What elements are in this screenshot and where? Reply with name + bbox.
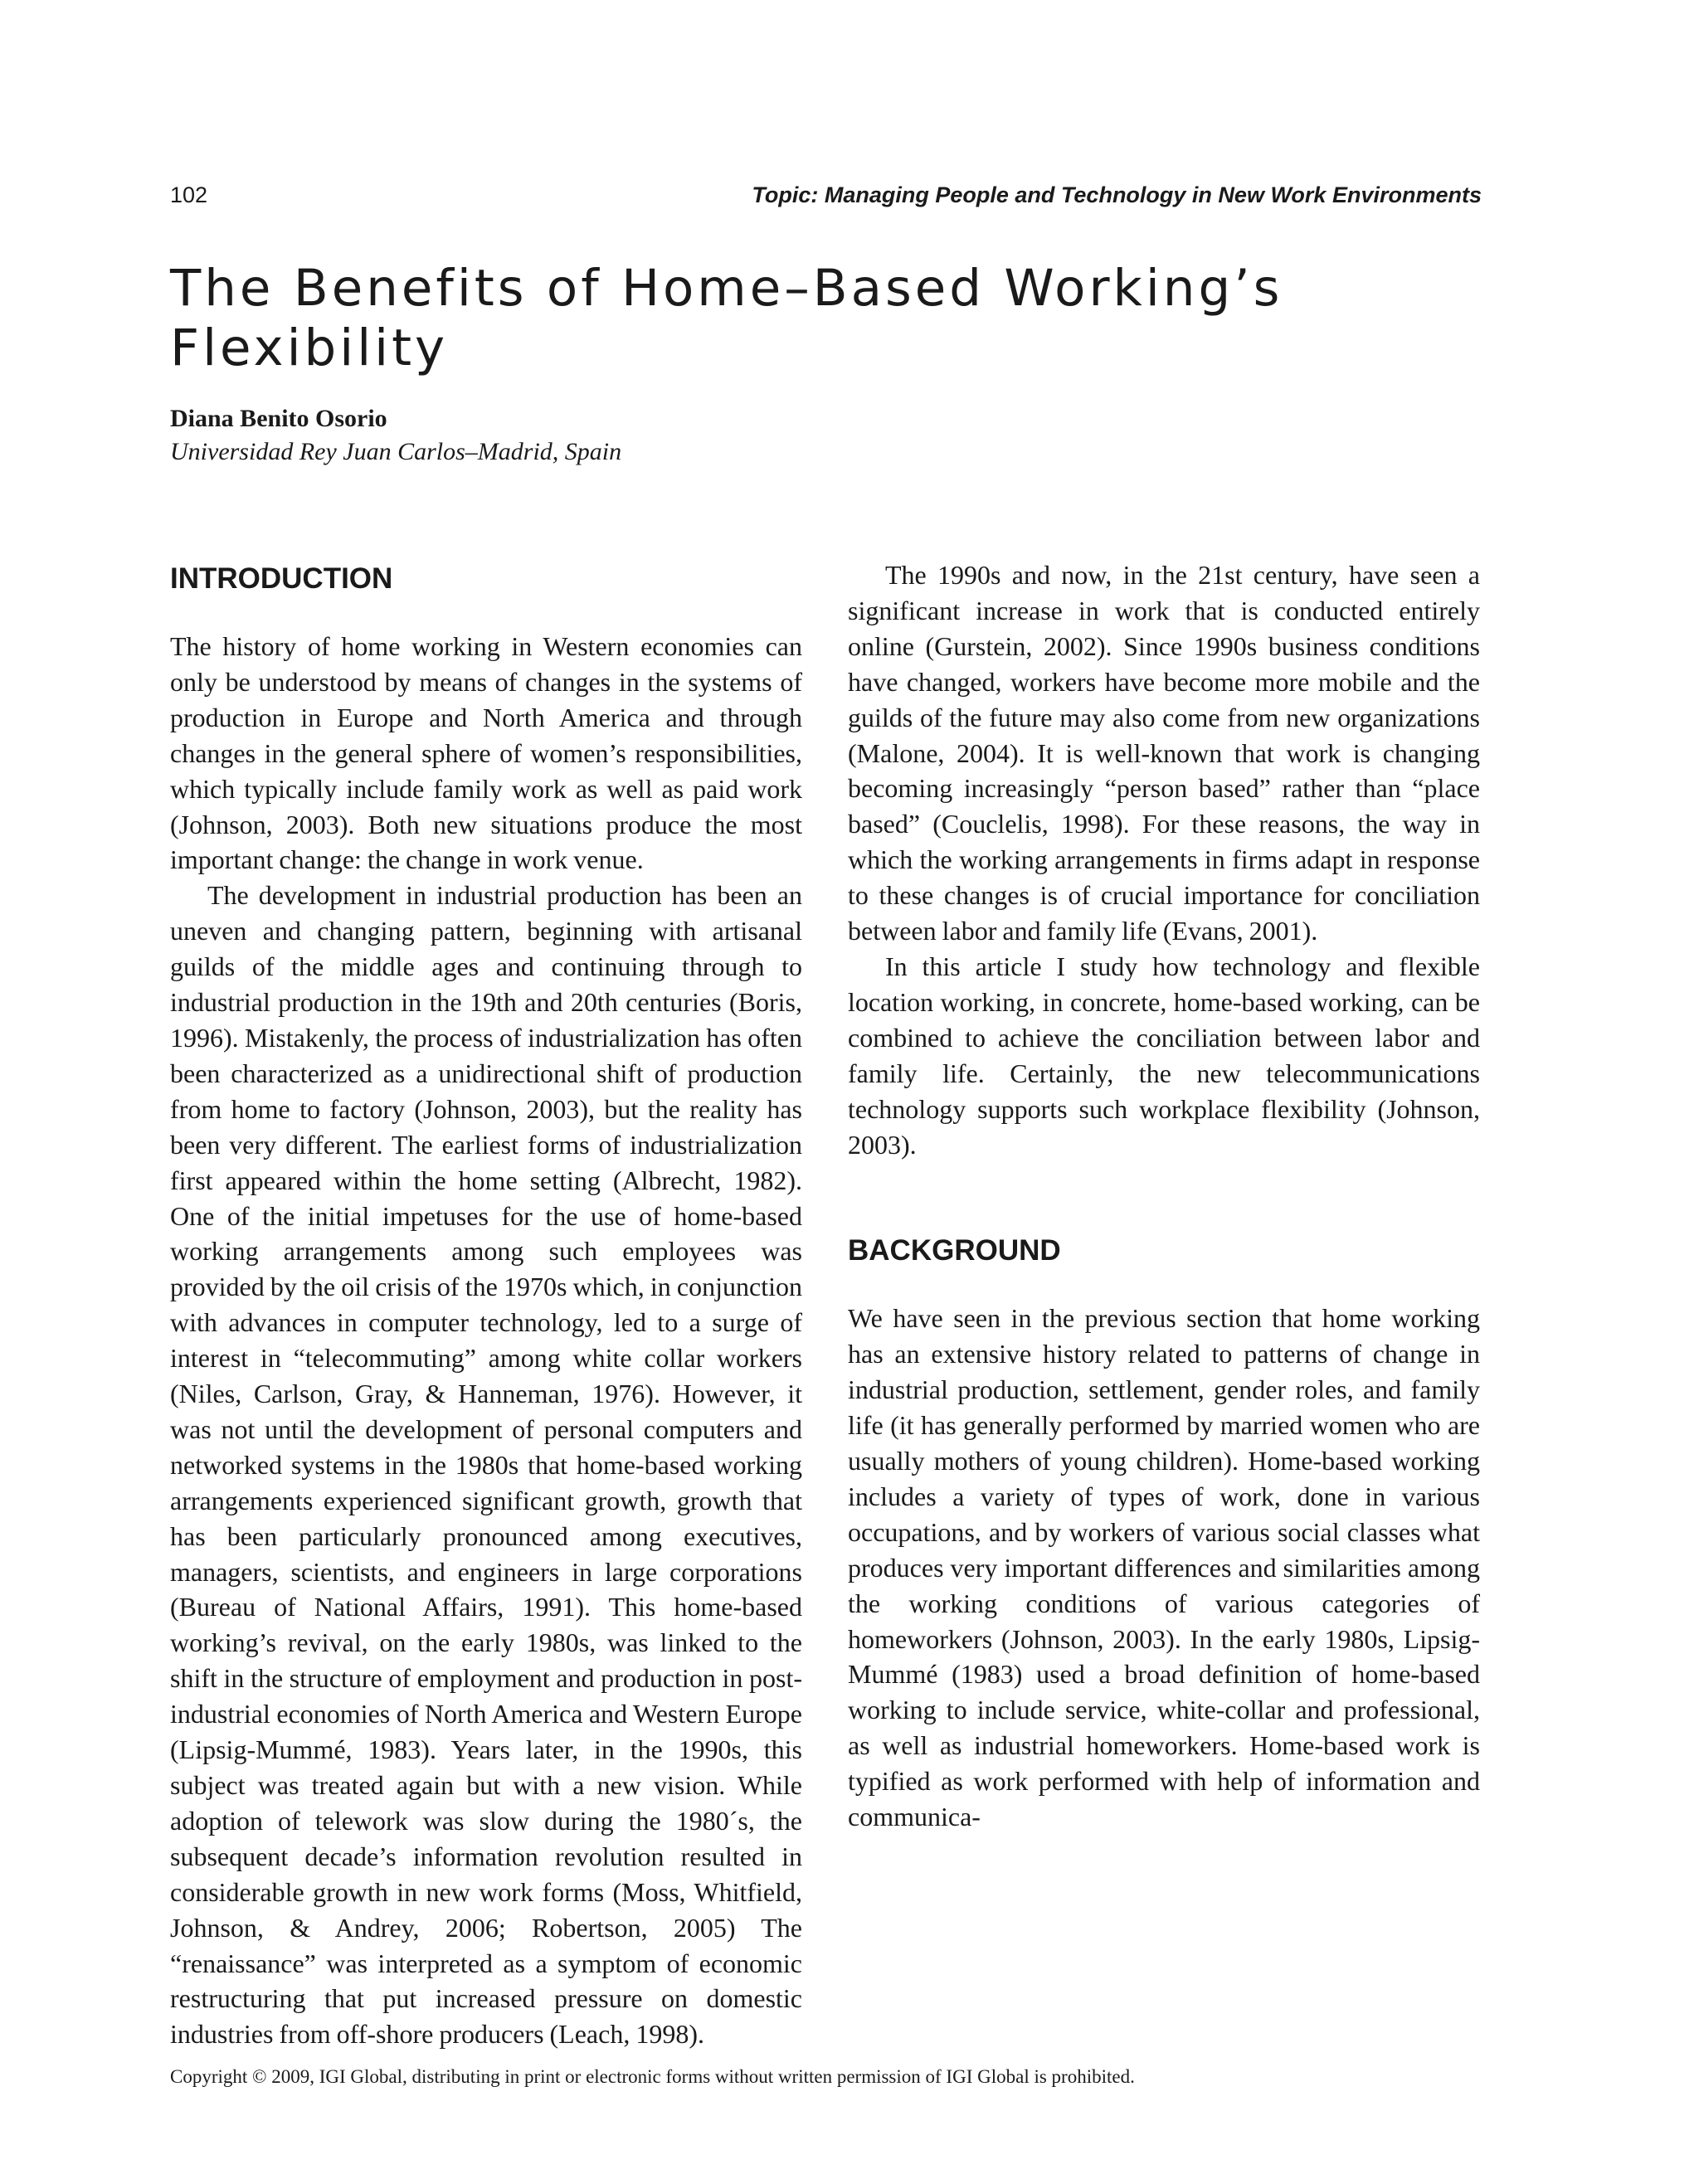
author-name: Diana Benito Osorio — [170, 405, 387, 432]
right-column — [848, 557, 1480, 1835]
copyright-notice: Copyright © 2009, IGI Global, distributing in print or electronic forms without written permission of IGI Global is prohibited. — [170, 2066, 1135, 2087]
article-title: The Benefits of Home–Based Working’s Flexibility — [170, 259, 1283, 377]
left-column — [170, 557, 802, 2052]
running-head-topic: Topic: Managing People and Technology in New Work Environments — [752, 182, 1482, 207]
background-heading: BACKGROUND — [848, 1234, 1061, 1267]
introduction-heading: INTRODUCTION — [170, 562, 393, 595]
background-paragraph-1: We have seen in the previous section that home working has an extensive history related to patterns of change in industrial production, settlement, gender roles, and family life (it has generally performed by married women who are usually mothers of young children). Home-based working includes a variety of types of work, done in various occupations, and by workers of various social classes what produces very important differences and similarities among the working conditions of various categories of homeworkers (Johnson, 2003). In the early 1980s, Lipsig-Mummé (1983) used a broad definition of home-based working to include service, white-collar and professional, as well as industrial homeworkers. Home-based work is typified as work performed with help of information and communica- — [848, 1303, 1480, 1832]
intro-paragraph-4: In this article I study how technology and flexible location working, in concrete, home-based working, can be combined to achieve the conciliation between labor and family life. Certainly, the new telecommunications technology supports such workplace flexibility (Johnson, 2003). — [848, 951, 1480, 1160]
intro-paragraph-1: The history of home working in Western economies can only be understood by means of changes in the systems of production in Europe and North America and through changes in the general sphere of women’s responsibilities, which typically include family work as well as paid work (Johnson, 2003). Both new situations produce the most important change: the change in work venue. — [170, 631, 802, 875]
intro-paragraph-3: The 1990s and now, in the 21st century, have seen a significant increase in work that is conducted entirely online (Gurstein, 2002). Since 1990s business conditions have changed, workers have become more mobile and the guilds of the future may also come from new organizations (Malone, 2004). It is well-known that work is changing becoming increasingly “person based” rather than “place based” (Couclelis, 1998). For these reasons, the way in which the working arrangements in firms adapt in response to these changes is of crucial importance for conciliation between labor and family life (Evans, 2001). — [848, 560, 1480, 946]
author-affiliation: Universidad Rey Juan Carlos–Madrid, Spain — [170, 438, 622, 465]
page-number: 102 — [170, 182, 208, 207]
intro-paragraph-2: The development in industrial production has been an uneven and changing pattern, beginning with artisanal guilds of the middle ages and continuing through to industrial production in the 19th and 20th centuries (Boris, 1996). Mistakenly, the process of industrialization has often been characterized as a unidirectional shift of production from home to factory (Johnson, 2003), but the reality has been very different. The earliest forms of industrialization first appeared within the home setting (Albrecht, 1982). One of the initial impetuses for the use of home-based working arrangements among such employees was provided by the oil crisis of the 1970s which, in conjunction with advances in computer technology, led to a surge of interest in “telecommuting” among white collar workers (Niles, Carlson, Gray, & Hanneman, 1976). However, it was not until the development of personal computers and networked systems in the 1980s that home-based working arrangements experienced significant growth, growth that has been particularly pronounced among executives, managers, scientists, and engineers in large corporations (Bureau of National Affairs, 1991). This home-based working’s revival, on the early 1980s, was linked to the shift in the structure of employment and production in post-industrial economies of North America and Western Europe (Lipsig-Mummé, 1983). Years later, in the 1990s, this subject was treated again but with a new vision. While adoption of telework was slow during the 1980´s, the subsequent decade’s information revolution resulted in considerable growth in new work forms (Moss, Whitfield, Johnson, & Andrey, 2006; Robertson, 2005) The “renaissance” was interpreted as a symptom of economic restructuring that put increased pressure on domestic industries from off-shore producers (Leach, 1998). — [170, 880, 802, 2050]
